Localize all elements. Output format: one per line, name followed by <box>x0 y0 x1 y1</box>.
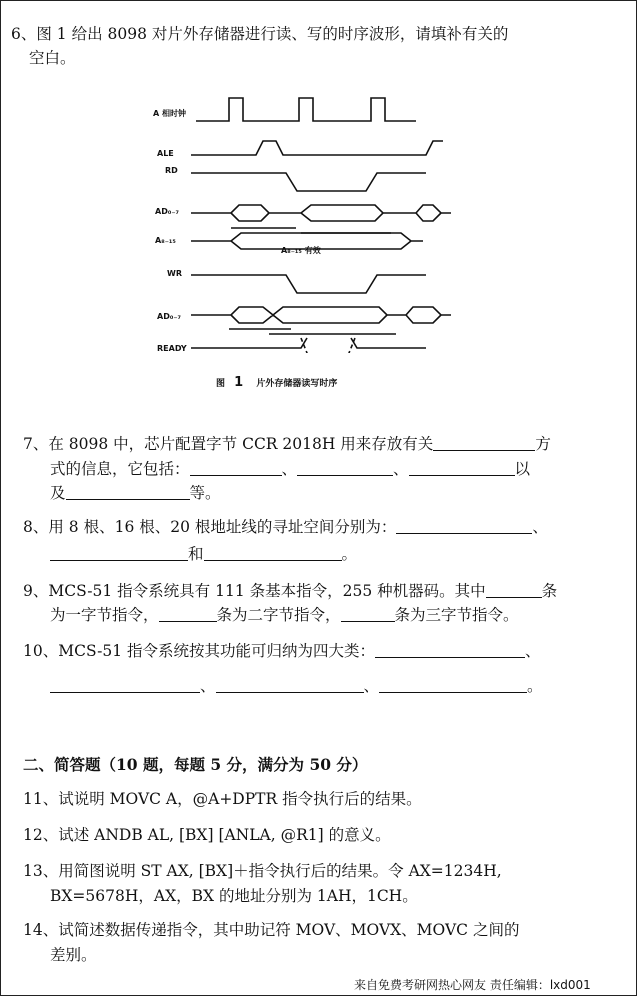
label-ad-write: AD₀₋₇ <box>157 312 182 321</box>
q8-line2: 和 。 <box>50 543 357 566</box>
wave-ready-dashed <box>301 338 355 353</box>
footer-note: 来自免费考研网热心网友 责任编辑：lxd001 <box>354 978 591 992</box>
label-ad-read: AD₀₋₇ <box>155 207 180 216</box>
figure-caption <box>216 375 337 390</box>
wave-ad-read <box>191 205 451 221</box>
q14-line1: 14、试简述数据传递指令，其中助记符 MOV、MOVX、MOVC 之间的 <box>23 921 520 939</box>
blank[interactable] <box>433 434 535 451</box>
blank[interactable] <box>396 517 532 534</box>
q13-line2: BX=5678H，AX，BX 的地址分别为 1AH，1CH。 <box>50 887 418 905</box>
label-rd: RD <box>165 166 178 175</box>
caption-prefix: 图 <box>216 379 226 389</box>
blank[interactable] <box>204 544 342 561</box>
label-ale: ALE <box>157 149 174 158</box>
blank[interactable] <box>66 483 190 500</box>
wave-ready <box>191 338 426 348</box>
blank[interactable] <box>297 459 393 476</box>
q10-line1: 10、MCS-51 指令系统按其功能可归纳为四大类： 、 <box>23 642 541 660</box>
q11: 11、试说明 MOVC A，@A+DPTR 指令执行后的结果。 <box>23 790 422 808</box>
wave-clock <box>196 98 416 121</box>
q12: 12、试述 ANDB AL, [BX] [ANLA, @R1] 的意义。 <box>23 826 391 844</box>
q9-line2: 为一字节指令， 条为二字节指令， 条为三字节指令。 <box>50 606 519 624</box>
blank[interactable] <box>341 605 395 622</box>
label-addr-high: A₈₋₁₅ <box>155 236 176 245</box>
q9-line1: 9、MCS-51 指令系统具有 111 条基本指令，255 种机器码。其中 条 <box>23 582 558 600</box>
blank[interactable] <box>379 676 527 693</box>
q8-line1: 8、用 8 根、16 根、20 根地址线的寻址空间分别为： 、 <box>23 518 548 536</box>
blank[interactable] <box>159 605 217 622</box>
caption-number: 1 <box>234 375 244 390</box>
wave-ad-write <box>191 307 451 323</box>
q7-line3: 及 等。 <box>50 484 221 502</box>
q10-line2: 、 、 。 <box>50 675 543 698</box>
timing-diagram <box>151 93 451 353</box>
section-title: 二、简答题（10 题，每题 5 分，满分为 50 分） <box>23 755 368 774</box>
wave-wr <box>191 275 426 293</box>
q13-line1: 13、用简图说明 ST AX, [BX]＋指令执行后的结果。令 AX=1234H, <box>23 862 502 880</box>
label-wr: WR <box>167 269 182 278</box>
blank[interactable] <box>375 641 525 658</box>
q6-line2: 空白。 <box>29 49 76 67</box>
label-addr-valid: A₈₋₁₅ 有效 <box>281 246 321 255</box>
wave-rd <box>191 173 426 191</box>
label-ready: READY <box>157 344 187 353</box>
blank[interactable] <box>50 676 200 693</box>
blank[interactable] <box>50 544 188 561</box>
label-clock: A 相时钟 <box>153 109 186 118</box>
q7-line1: 7、在 8098 中，芯片配置字节 CCR 2018H 用来存放有关 方 <box>23 435 551 453</box>
q7-line2: 式的信息，它包括： 、 、 以 <box>50 460 531 478</box>
wave-ale <box>191 141 443 155</box>
blank[interactable] <box>409 459 515 476</box>
blank[interactable] <box>190 459 282 476</box>
blank[interactable] <box>486 581 542 598</box>
caption-text: 片外存储器读写时序 <box>256 379 338 389</box>
blank[interactable] <box>216 676 364 693</box>
q14-line2: 差别。 <box>50 946 97 964</box>
q6-line1: 6、图 1 给出 8098 对片外存储器进行读、写的时序波形，请填补有关的 <box>11 25 509 43</box>
